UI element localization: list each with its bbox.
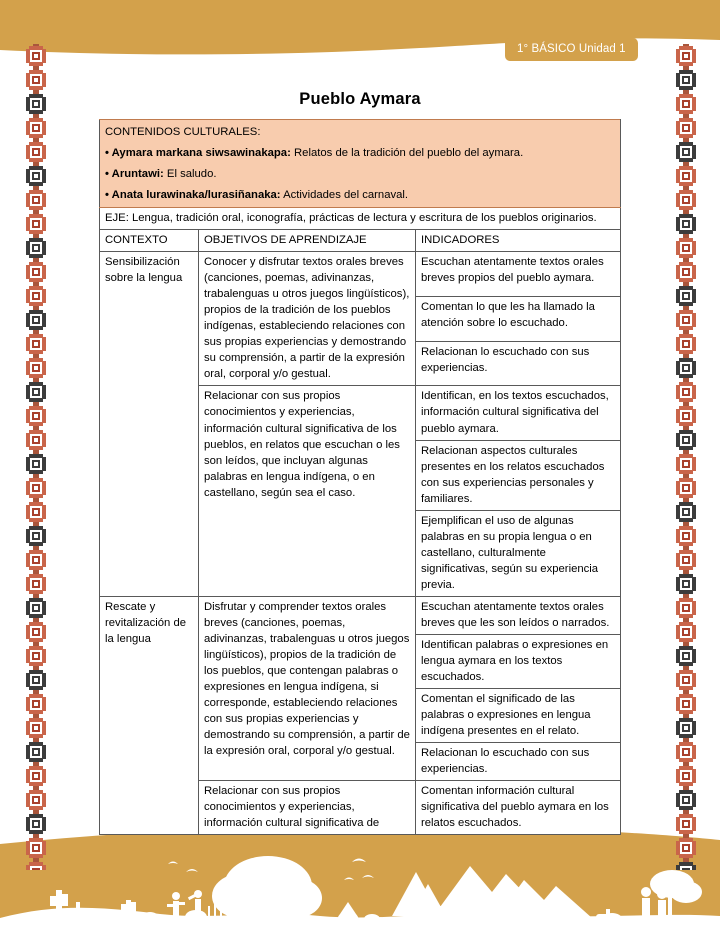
cultural-def-3: Actividades del carnaval.	[280, 189, 409, 202]
decorative-border-right	[670, 44, 700, 870]
table-row	[100, 596, 621, 634]
indicador-cell: Relacionan aspectos culturales presentes en los relatos escuchados con sus experiencias personales y familiares.	[416, 440, 621, 510]
objetivo-cell-1b: Relacionar con sus propios conocimientos y experiencias, información cultural significativa de los pueblos, en relatos que escuchan o les son leídos, que incluyan algunas palabras en lengua indígena, o en castellano, según sea el caso.	[199, 386, 416, 596]
table-row	[100, 143, 621, 164]
header-objetivos: OBJETIVOS DE APRENDIZAJE	[199, 230, 416, 252]
indicador-cell: Escuchan atentamente textos orales breves que les son leídos o narrados.	[416, 596, 621, 634]
contexto-cell-2: Rescate y revitalización de la lengua	[100, 596, 199, 834]
decorative-border-left	[20, 44, 50, 870]
table-row	[100, 185, 621, 208]
header-contexto: CONTEXTO	[100, 230, 199, 252]
indicador-cell: Escuchan atentamente textos orales breves propios del pueblo aymara.	[416, 252, 621, 297]
table-header-row	[100, 230, 621, 252]
cultural-def-1: Relatos de la tradición del pueblo del aymara.	[290, 147, 524, 160]
eje-row: EJE: Lengua, tradición oral, iconografía, prácticas de lectura y escritura de los pueblos originarios.	[100, 208, 621, 230]
cultural-item-3	[100, 185, 621, 208]
header-indicadores: INDICADORES	[416, 230, 621, 252]
top-header-wave	[0, 0, 720, 72]
table-row	[100, 164, 621, 185]
indicador-cell: Comentan información cultural significativa del pueblo aymara en los relatos escuchados.	[416, 781, 621, 835]
cultural-term-3: • Anata lurawinaka/lurasiñanaka:	[105, 189, 281, 202]
contexto-cell-1: Sensibilización sobre la lengua	[100, 252, 199, 597]
objetivo-cell-2a: Disfrutar y comprender textos orales breves (canciones, poemas, adivinanzas, trabalenguas u otros juegos lingüísticos), propios de la tradición de los pueblos, que contengan palabras o expresiones en lengua indígena, si corresponde, estableciendo relaciones con sus propias experiencias y demostrando su comprensión, a partir de la expresión oral, corporal y/o gestual.	[199, 596, 416, 780]
indicador-cell: Comentan lo que les ha llamado la atención sobre lo escuchado.	[416, 296, 621, 341]
objetivo-cell-1a: Conocer y disfrutar textos orales breves (canciones, poemas, adivinanzas, trabalenguas u otros juegos lingüísticos), propios de la tradición de los pueblos indígenas, estableciendo relaciones con sus propias experiencias y demostrando su comprensión, a partir de la expresión oral, corporal y/o gestual.	[199, 252, 416, 386]
planning-table	[99, 119, 621, 835]
footer-illustration	[0, 822, 720, 932]
cultural-term-2: • Aruntawi:	[105, 168, 164, 181]
indicador-cell: Ejemplifican el uso de algunas palabras en su propia lengua o en castellano, culturalmente significativas, según su experiencia previa.	[416, 510, 621, 596]
cultural-term-1: • Aymara markana siwsawinakapa:	[105, 147, 291, 160]
table-row	[100, 252, 621, 297]
cultural-def-2: El saludo.	[163, 168, 217, 181]
indicador-cell: Identifican, en los textos escuchados, información cultural significativa del pueblo aymara.	[416, 386, 621, 440]
indicador-cell: Comentan el significado de las palabras o expresiones en lengua indígena presentes en el relato.	[416, 688, 621, 742]
indicador-cell: Identifican palabras o expresiones en lengua aymara en los textos escuchados.	[416, 634, 621, 688]
table-row	[100, 120, 621, 144]
page-title: Pueblo Aymara	[299, 90, 421, 108]
cultural-heading: CONTENIDOS CULTURALES:	[100, 120, 621, 144]
cultural-item-1	[100, 143, 621, 164]
table-row	[100, 208, 621, 230]
cultural-item-2	[100, 164, 621, 185]
indicador-cell: Relacionan lo escuchado con sus experiencias.	[416, 341, 621, 386]
indicador-cell: Relacionan lo escuchado con sus experiencias.	[416, 743, 621, 781]
unit-badge: 1° BÁSICO Unidad 1	[505, 38, 638, 61]
objetivo-cell-2b: Relacionar con sus propios conocimientos y experiencias, información cultural significativa de	[199, 781, 416, 835]
